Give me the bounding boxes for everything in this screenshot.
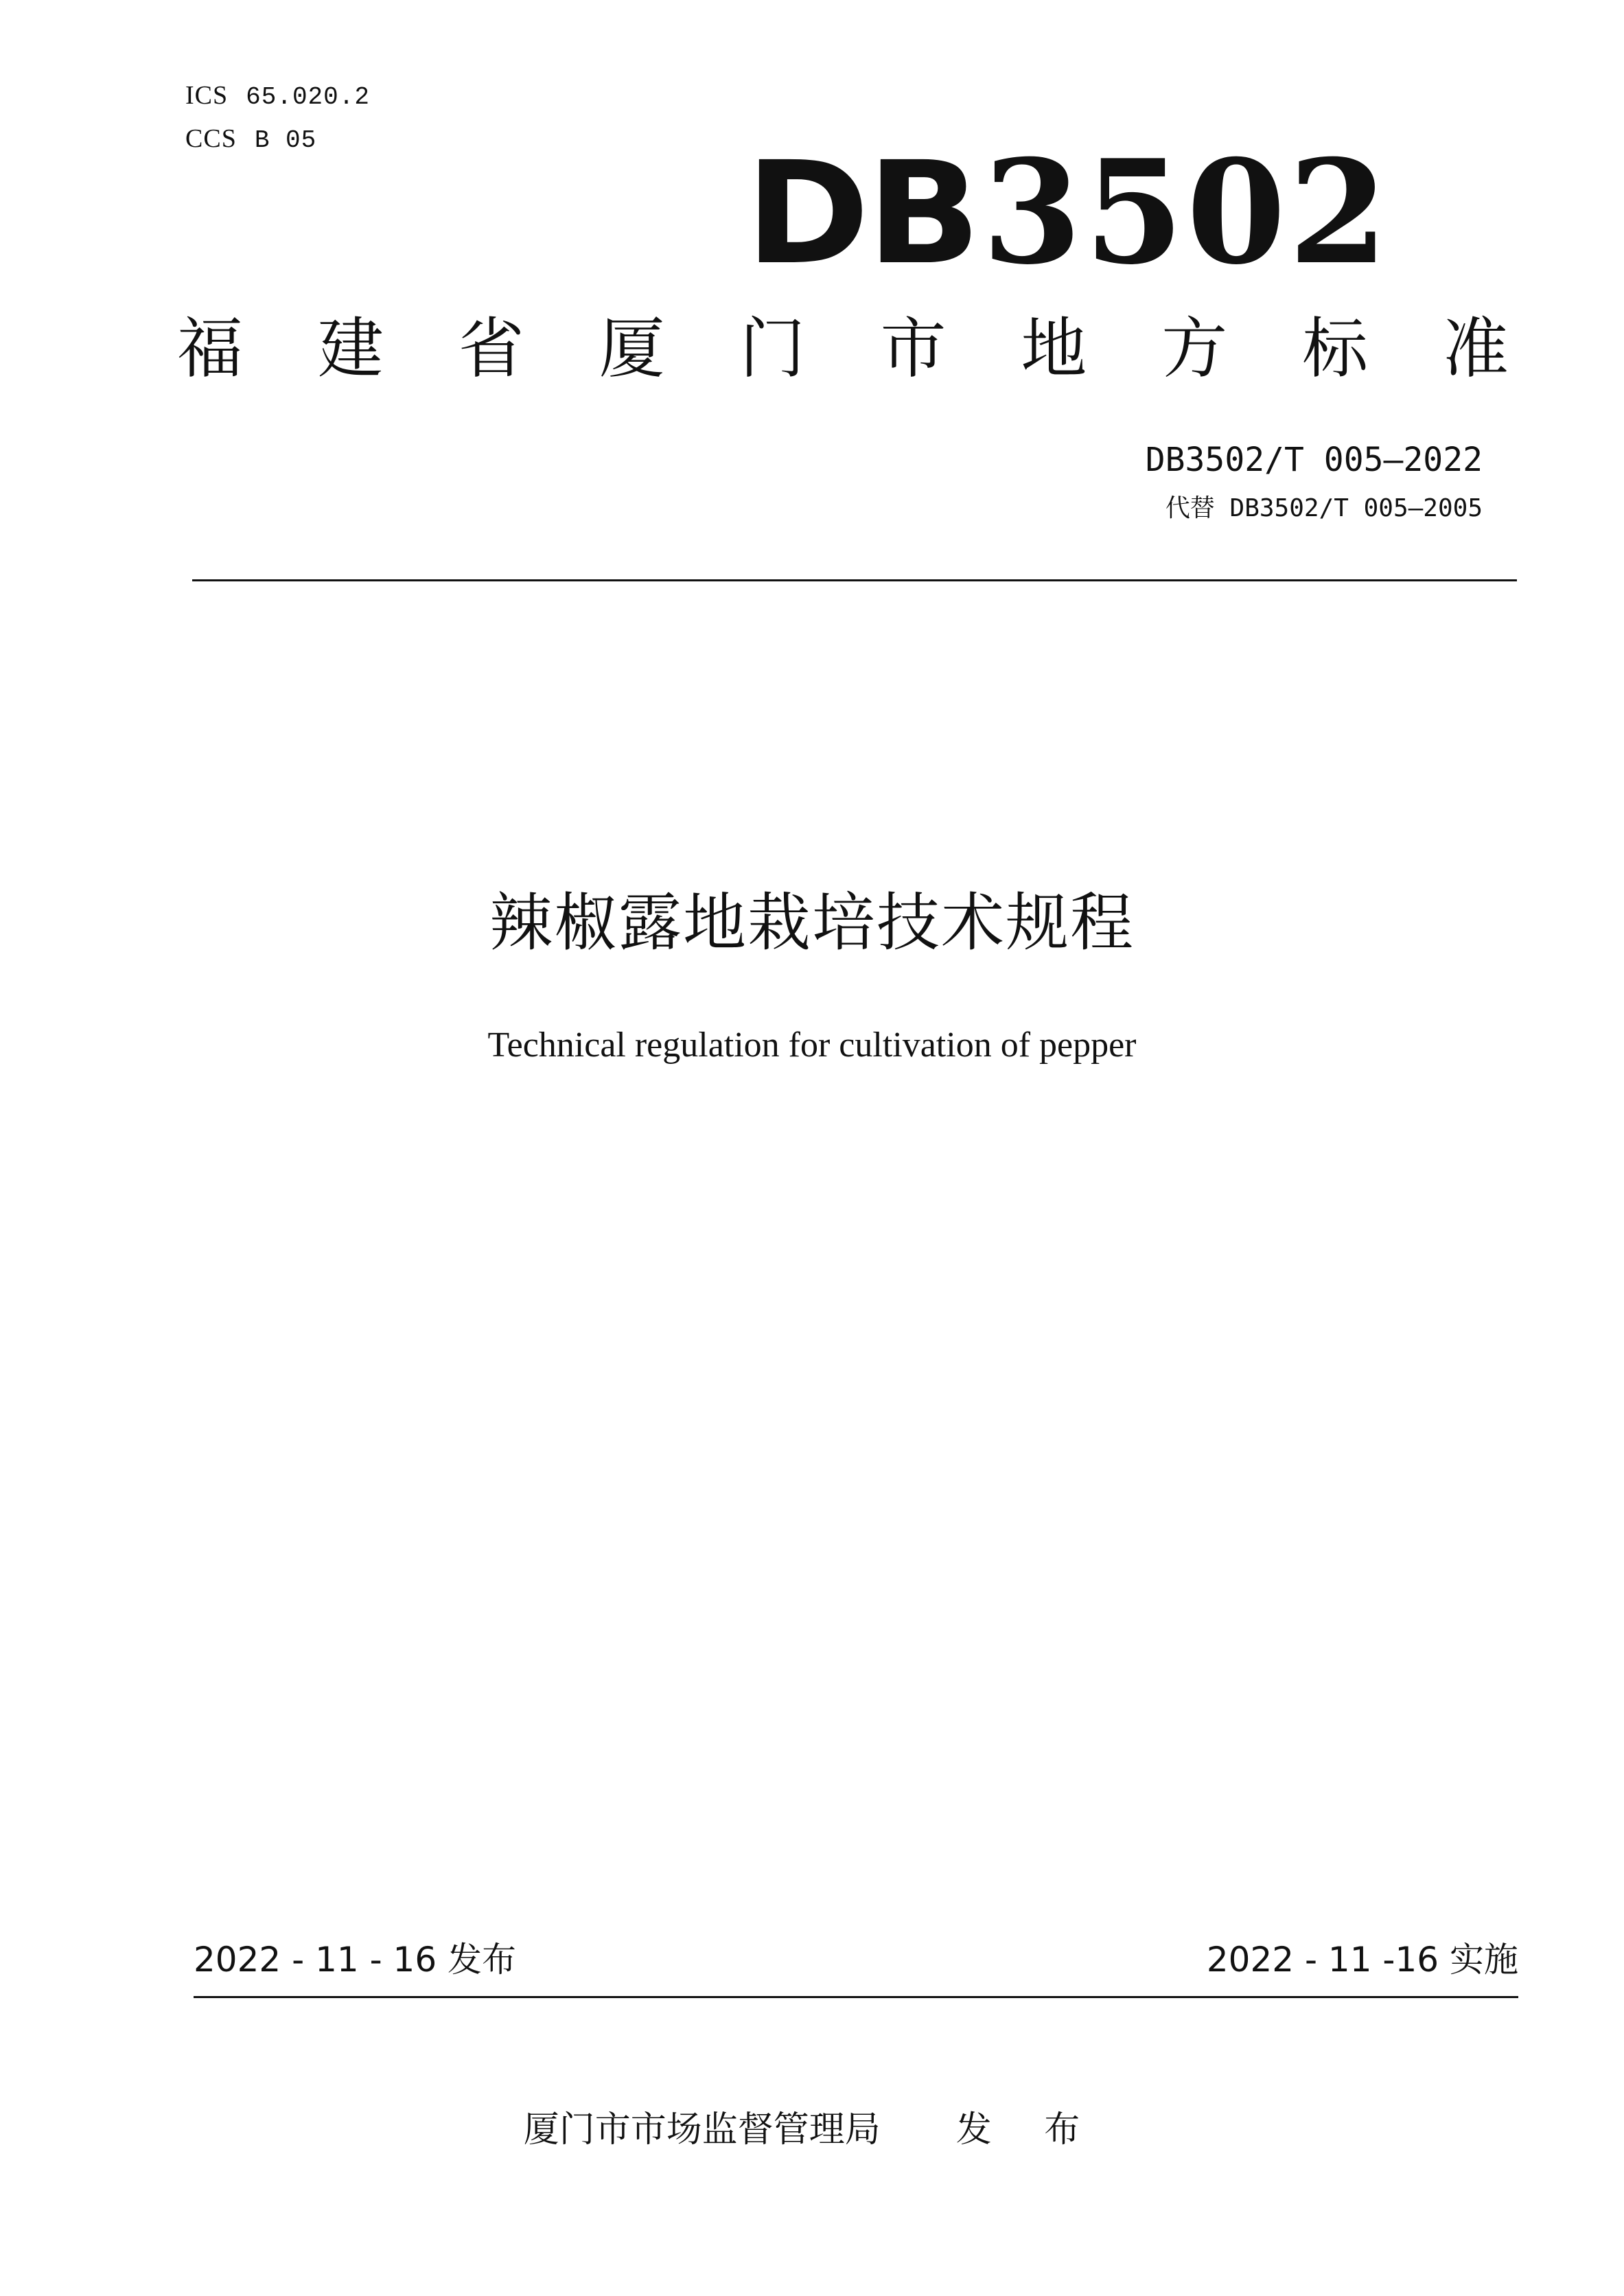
publish-date: 2022 - 11 - 16 发布: [194, 1940, 517, 1980]
issuer-line: [0, 2106, 1624, 2154]
ics-code: 65.020.2: [246, 83, 370, 111]
document-title-en: Technical regulation for cultivation of pepper: [487, 1025, 1137, 1065]
issuer-name: 厦门市市场监督管理局: [523, 2109, 881, 2150]
db-standard-logo: [745, 129, 1391, 297]
issue-label: 发 布: [955, 2109, 1101, 2150]
db-logo-number: 3502: [982, 129, 1391, 297]
effective-date: 2022 - 11 -16 实施: [1206, 1940, 1518, 1980]
db-logo-prefix: DB: [745, 131, 979, 296]
ccs-classification: [185, 122, 316, 157]
standard-type-title: 福 建 省 厦 门 市 地 方 标 准: [177, 310, 1509, 387]
ccs-code: B 05: [254, 126, 317, 154]
ics-classification: [185, 79, 370, 114]
standard-number: DB3502/T 005—2022: [1145, 441, 1483, 479]
ccs-label: CCS: [185, 124, 237, 153]
bottom-divider: [194, 1996, 1518, 1998]
top-divider: [192, 579, 1517, 581]
replaces-standard: 代替 DB3502/T 005—2005: [1165, 494, 1483, 522]
document-title-cn: 辣椒露地栽培技术规程: [489, 886, 1135, 960]
ics-label: ICS: [185, 81, 229, 110]
